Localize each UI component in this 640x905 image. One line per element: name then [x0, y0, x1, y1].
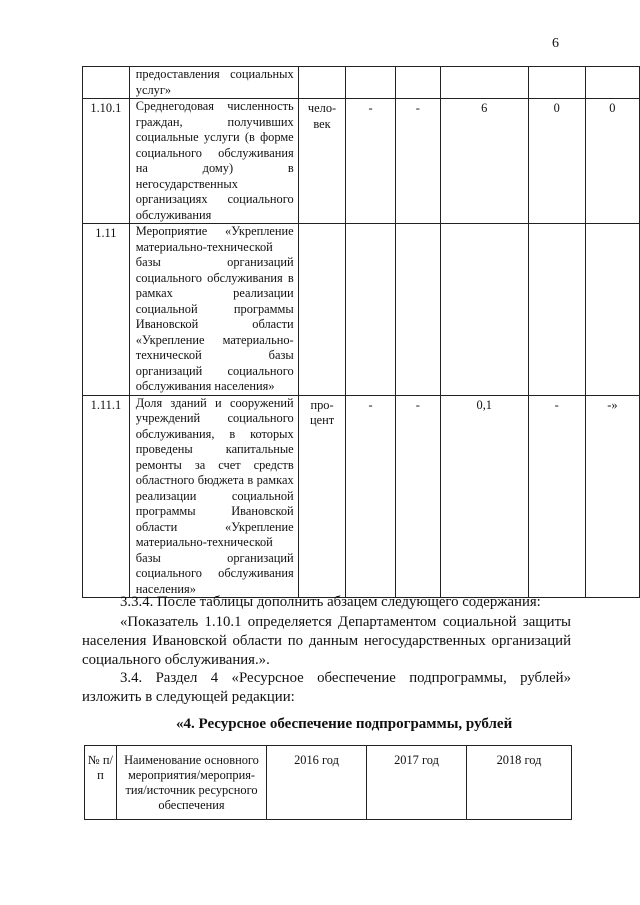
row-unit: [298, 224, 346, 396]
section-heading: «4. Ресурсное обеспечение подпрограммы, рублей: [176, 716, 513, 732]
row-value-4: [528, 224, 585, 396]
row-value-1: [346, 224, 395, 396]
row-value-2: [395, 67, 440, 99]
row-value-4: -: [528, 395, 585, 598]
row-value-2: -: [395, 99, 440, 224]
header-name: Наименование основного мероприятия/мероприя-тия/источник ресурсного обеспечения: [117, 746, 267, 820]
paragraph-indicator-note: «Показатель 1.10.1 определяется Департаментом социальной защиты населения Ивановской области по данным негосударственных организаций социального обслуживания.».: [82, 614, 571, 668]
row-value-3: [440, 67, 528, 99]
row-value-5: -»: [585, 395, 639, 598]
row-number: 1.10.1: [83, 99, 130, 224]
row-number: [83, 67, 130, 99]
row-description: Доля зданий и сооружений учреждений социального обслуживания, в которых проведены капитальные ремонты за счет средств областного бюджета в рамках реализации социальной программы Ивановской области «Укрепление материально-технической базы организаций социального обслуживания населения»: [129, 395, 298, 598]
row-value-1: [346, 67, 395, 99]
row-value-3: 0,1: [440, 395, 528, 598]
page-number: 6: [552, 36, 559, 51]
header-number: № п/п: [85, 746, 117, 820]
row-unit: [298, 67, 346, 99]
row-number: 1.11: [83, 224, 130, 396]
row-value-3: 6: [440, 99, 528, 224]
row-unit: чело-век: [298, 99, 346, 224]
paragraph-amendment-3-3-4: 3.3.4. После таблицы дополнить абзацем следующего содержания:: [120, 594, 541, 610]
row-value-2: -: [395, 395, 440, 598]
header-2016: 2016 год: [267, 746, 367, 820]
row-value-5: [585, 224, 639, 396]
row-value-1: -: [346, 395, 395, 598]
resource-table: [84, 745, 572, 820]
row-value-3: [440, 224, 528, 396]
table-header-row: [85, 746, 572, 820]
table-row: [83, 67, 640, 99]
row-value-1: -: [346, 99, 395, 224]
table-row: [83, 224, 640, 396]
row-value-5: 0: [585, 99, 639, 224]
table-row: [83, 395, 640, 598]
row-value-2: [395, 224, 440, 396]
header-2017: 2017 год: [367, 746, 467, 820]
row-value-4: [528, 67, 585, 99]
row-value-4: 0: [528, 99, 585, 224]
row-number: 1.11.1: [83, 395, 130, 598]
header-2018: 2018 год: [467, 746, 572, 820]
row-value-5: [585, 67, 639, 99]
row-description: Мероприятие «Укрепление материально-технической базы организаций социального обслуживания в рамках реализации социальной программы Ивановской области «Укрепление материально-технической базы организаций социального обслуживания населения»: [129, 224, 298, 396]
row-description: предоставления социальных услуг»: [129, 67, 298, 99]
row-description: Среднегодовая численность граждан, получивших социальные услуги (в форме социального обслуживания на дому) в негосударственных организациях социального обслуживания: [129, 99, 298, 224]
table-row: [83, 99, 640, 224]
indicators-table: [82, 66, 640, 598]
row-unit: про-цент: [298, 395, 346, 598]
paragraph-amendment-3-4: 3.4. Раздел 4 «Ресурсное обеспечение подпрограммы, рублей» изложить в следующей редакции:: [82, 670, 571, 705]
